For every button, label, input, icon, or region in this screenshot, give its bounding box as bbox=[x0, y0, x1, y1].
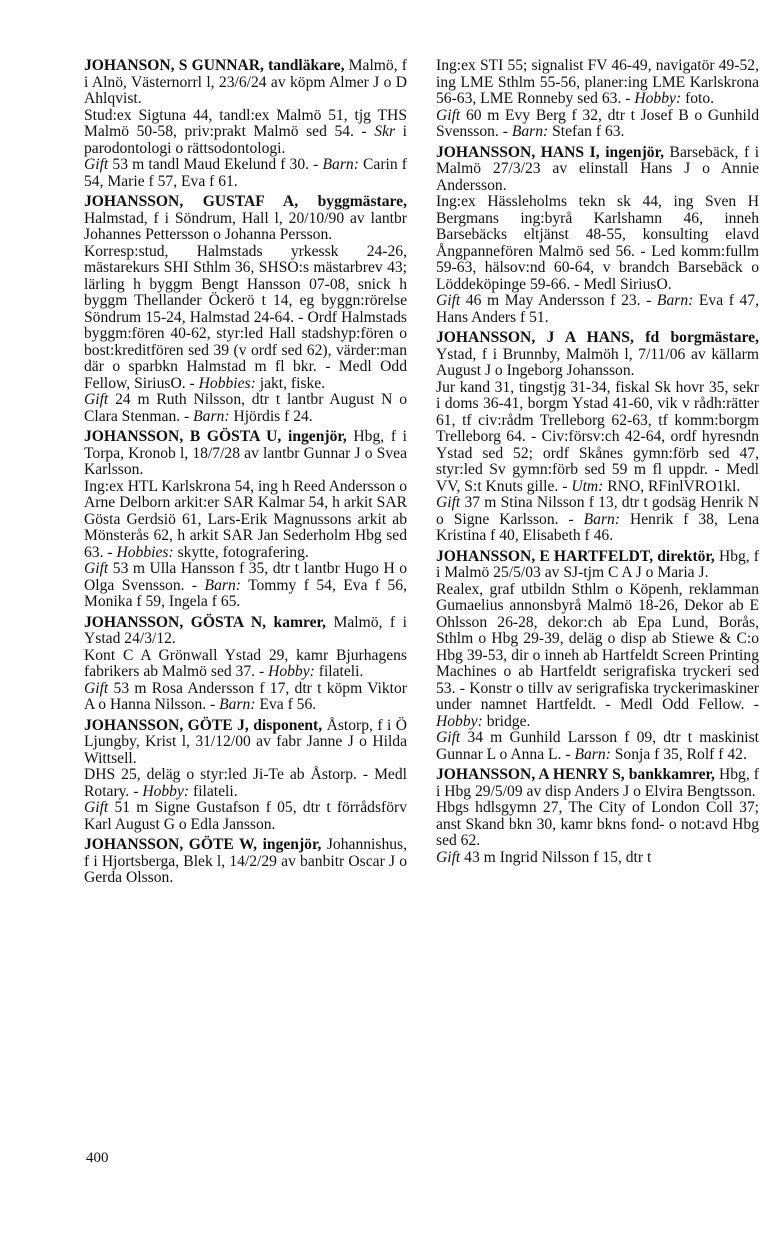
entry-paragraph bbox=[436, 293, 759, 326]
entry-text: Korresp:stud, Halmstads yrkessk 24-26, mästarekurs SHI Sthlm 36, SHSO:s mästarbrev 43; lärling h byggm Bengt Hansson 07-08, snick h byggm Thellander Öckerö t 14, eg byggn:rörelse Söndrum 15-24, Halmstad 24-64. - Ordf Halmstads byggm:fören 40-62, styr:led Hall stadshyp:fören o bost:kreditfören sed 39 (v ordf sed 62), värder:man där o sparbkn Halmstad m fl bkr. - Medl Odd Fellow, SiriusO. - bbox=[84, 242, 407, 392]
entry-text: Ing:ex STI 55; signalist FV 46-49, navigatör 49-52, ing LME Sthlm 55-56, planer:ing LME Karlskrona 56-63, LME Ronneby sed 63. - bbox=[436, 57, 759, 107]
entry-label: Gift bbox=[436, 292, 461, 309]
entry-text: Johannishus, f i Hjortsberga, Blek l, 14/2/29 av banbitr Oscar J o Gerda Olsson. bbox=[84, 836, 407, 886]
entry-text: 37 m Stina Nilsson f 13, dtr t godsäg Henrik N o Signe Karlsson. - bbox=[436, 494, 759, 528]
entry-text: Sonja f 35, Rolf f 42. bbox=[614, 745, 747, 763]
entry-label: Barn: bbox=[219, 696, 256, 713]
entry-label: Barn: bbox=[574, 745, 611, 763]
entry-text: Hbg, f i Hbg 29/5/09 av disp Anders J o Elvira Bengtsson. bbox=[436, 766, 759, 800]
entry-paragraph bbox=[436, 730, 759, 763]
entry-label: Gift bbox=[84, 391, 109, 408]
entry-label: Gift bbox=[84, 799, 109, 816]
entry-name: JOHANSON, S GUNNAR , bbox=[84, 57, 268, 74]
entry-paragraph bbox=[436, 800, 759, 850]
entry-text: Stud:ex Sigtuna 44, tandl:ex Malmö 51, tjg THS Malmö 50-58, priv:prakt Malmö sed 54. - bbox=[84, 106, 407, 140]
entry-text: Malmö, f i Alnö, Västernorrl l, 23/6/24 av köpm Almer J o D Ahlqvist. bbox=[84, 57, 407, 107]
entry-label: Barn: bbox=[583, 510, 621, 528]
entry-label: Gift bbox=[84, 156, 109, 173]
entry-text: Ing:ex HTL Karlskrona 54, ing h Reed Andersson o Arne Delborn arkit:er SAR Kalmar 54, h arkit SAR Gösta Gerdsiö 61, Lars-Erik Magnussons arkit ab Mönsterås 62, h arkit SAR Jan Sederholm Hbg sed 63. - bbox=[84, 477, 407, 561]
entry-label: Hobby: bbox=[634, 90, 682, 107]
entry-title: ingenjör , bbox=[605, 144, 669, 161]
biography-entry bbox=[84, 194, 407, 425]
entry-text: DHS 25, deläg o styr:led Ji-Te ab Åstorp. - Medl Rotary. - bbox=[84, 766, 407, 800]
entry-paragraph bbox=[84, 479, 407, 562]
entry-paragraph bbox=[436, 145, 759, 195]
entry-text: 51 m Signe Gustafson f 05, dtr t förrådsförv Karl August G o Edla Jansson. bbox=[84, 799, 407, 833]
entry-paragraph bbox=[436, 582, 759, 731]
entry-title: direktör , bbox=[657, 548, 719, 565]
entry-paragraph bbox=[436, 380, 759, 496]
entry-label: Barn: bbox=[656, 292, 694, 309]
entry-paragraph bbox=[436, 330, 759, 380]
entry-paragraph bbox=[436, 108, 759, 141]
entry-text: Barsebäck, f i Malmö 27/3/23 av elinstall Hans J o Annie Andersson. bbox=[436, 143, 760, 194]
entry-label: Barn: bbox=[511, 123, 549, 140]
entry-name: JOHANSSON, A HENRY S , bbox=[436, 766, 629, 783]
entry-text: 60 m Evy Berg f 32, dtr t Josef B o Gunhild Svensson. - bbox=[436, 106, 759, 140]
entry-text: 53 m Ulla Hansson f 35, dtr t lantbr Hugo H o Olga Svensson. - bbox=[84, 560, 407, 594]
entry-name: JOHANSSON, GÖTE W , bbox=[84, 836, 263, 853]
entry-text: Realex, graf utbildn Sthlm o Köpenh, reklamman Gumaelius annonsbyrå Malmö 18-26, Dekor ab E Ohlsson 26-28, dekor:ch ab Epa Lund, Borås, Sthlm o Hbg 29-39, deläg o disp ab Stiewe & C:o Hbg 39-53, dir o inneh ab Hartfeldt Screen Printing Machines o ab Hartfeldt serigrafiska tryckeri sed 53. - Konstr o tillv av serigrafiska tryckerimaskiner under namnet Hartfeldt. - Medl Odd Fellow. - bbox=[436, 580, 759, 713]
entry-paragraph bbox=[84, 800, 407, 833]
entry-label: Barn: bbox=[204, 576, 241, 594]
entry-text: filateli. bbox=[318, 663, 364, 680]
entry-paragraph bbox=[84, 648, 407, 681]
entry-text: Hjördis f 24. bbox=[233, 407, 313, 425]
entry-label: Gift bbox=[84, 560, 109, 577]
entry-name: JOHANSSON, GÖTE J , bbox=[84, 717, 253, 734]
entry-paragraph bbox=[84, 194, 407, 244]
biography-entry bbox=[84, 429, 407, 611]
entry-text: filateli. bbox=[193, 782, 238, 800]
entry-paragraph bbox=[436, 767, 759, 800]
entry-name: JOHANSSON, HANS I , bbox=[436, 144, 605, 161]
entry-text: foto. bbox=[685, 90, 715, 107]
entry-label: Gift bbox=[436, 848, 461, 866]
biography-entry bbox=[436, 145, 759, 327]
entry-title: ingenjör , bbox=[263, 836, 327, 853]
page-number: 400 bbox=[86, 1150, 109, 1166]
entry-text: Hbg, f i Torpa, Kronob l, 18/7/28 av lantbr Gunnar J o Svea Karlsson. bbox=[84, 428, 408, 478]
entry-title: bankkamrer , bbox=[629, 766, 719, 783]
entry-text: Eva f 47, Hans Anders f 51. bbox=[436, 292, 759, 326]
entry-text: RNO, RFinlVRO1kl. bbox=[607, 477, 741, 495]
entry-paragraph bbox=[84, 561, 407, 611]
biography-entry bbox=[436, 767, 759, 866]
entry-text: bridge. bbox=[486, 712, 531, 730]
entry-paragraph bbox=[436, 549, 759, 582]
entry-text: Ystad, f i Brunnby, Malmöh l, 7/11/06 av källarm August J o Ingeborg Johansson. bbox=[436, 345, 759, 379]
entry-label: Gift bbox=[84, 679, 109, 697]
entry-text: Ing:ex Hässleholms tekn sk 44, ing Sven H Bergmans ing:byrå Karlshamn 46, inneh Barsebäcks eltjänst 48-55, konsulting elavd Ångpannefören Malmö sed 56. - Led komm:fullm 59-63, hälsov:nd 60-64, v brandch Barsebäck o Löddeköpinge 59-66. - Medl SiriusO. bbox=[436, 193, 759, 293]
entry-paragraph bbox=[84, 58, 407, 108]
entry-text: 24 m Ruth Nilsson, dtr t lantbr August N o Clara Stenman. - bbox=[84, 391, 407, 425]
entry-text: i parodontologi o rättsodontologi. bbox=[84, 123, 407, 157]
entry-paragraph bbox=[84, 108, 407, 158]
entry-label: Gift bbox=[436, 494, 461, 511]
entry-text: Hbgs hdlsgymn 27, The City of London Coll 37; anst Skand bkn 30, kamr bkns fond- o not:avd Hbg sed 62. bbox=[436, 799, 759, 849]
entry-label: Utm: bbox=[571, 477, 604, 495]
entry-name: JOHANSSON, GÖSTA N , bbox=[84, 614, 274, 631]
entry-label: Barn: bbox=[322, 156, 359, 173]
entry-title: fd borgmästare , bbox=[645, 329, 759, 346]
entry-label: Hobby: bbox=[436, 712, 483, 730]
entry-paragraph bbox=[84, 157, 407, 190]
entry-label: Barn: bbox=[193, 407, 230, 425]
left-column bbox=[84, 58, 407, 891]
biography-entry bbox=[84, 718, 407, 834]
entry-text: 34 m Gunhild Larsson f 09, dtr t maskinist Gunnar L o Anna L. - bbox=[436, 729, 759, 763]
entry-text: 53 m Rosa Andersson f 17, dtr t köpm Viktor A o Hanna Nilsson. - bbox=[84, 679, 407, 713]
entry-label: Gift bbox=[436, 106, 461, 124]
entry-name: JOHANSSON, E HARTFELDT , bbox=[436, 548, 657, 565]
entry-paragraph bbox=[84, 767, 407, 800]
entry-title: disponent , bbox=[253, 717, 326, 734]
entry-text: skytte, fotografering. bbox=[177, 543, 309, 561]
entry-paragraph bbox=[436, 58, 759, 108]
entry-paragraph bbox=[84, 429, 407, 479]
entry-text: Kont C A Grönwall Ystad 29, kamr Bjurhagens fabrikers ab Malmö sed 37. - bbox=[84, 646, 407, 680]
biography-entry bbox=[84, 58, 407, 190]
entry-text: Jur kand 31, tingstjg 31-34, fiskal Sk hovr 35, sekr i doms 36-41, borgm Ystad 41-60, vik v rådh:rätter 61, tf civ:rådm Trelleborg 62-63, tf komm:borgm Trelleborg 64. - Civ:försv:ch 42-64, ordf hyresndn Ystad sed 52; ordf Skånes gymn:förb sed 47, styr:led Sv gymn:förb sed 59 m fl uppdr. - Medl VV, S:t Knuts gille. - bbox=[436, 378, 759, 495]
entry-paragraph bbox=[84, 392, 407, 425]
entry-text: jakt, fiske. bbox=[259, 374, 326, 392]
entry-text: Hbg, f i Malmö 25/5/03 av SJ-tjm C A J o Maria J. bbox=[436, 547, 759, 581]
entry-label: Hobbies: bbox=[198, 374, 256, 392]
entry-paragraph bbox=[84, 615, 407, 648]
entry-label: Skr bbox=[374, 123, 396, 140]
biography-entry bbox=[436, 549, 759, 764]
entry-title: kamrer , bbox=[274, 614, 334, 631]
entry-paragraph bbox=[436, 194, 759, 293]
biography-entry bbox=[84, 615, 407, 714]
entry-name: JOHANSSON, B GÖSTA U , bbox=[84, 428, 288, 445]
entry-text: 43 m Ingrid Nilsson f 15, dtr t bbox=[464, 848, 652, 866]
entry-name: JOHANSSON, J A HANS , bbox=[436, 329, 645, 346]
entry-label: Hobby: bbox=[268, 663, 315, 680]
entry-label: Hobbies: bbox=[116, 543, 174, 561]
entry-text: 53 m tandl Maud Ekelund f 30. - bbox=[112, 156, 319, 173]
entry-label: Hobby: bbox=[142, 782, 190, 800]
entry-text: Tommy f 54, Eva f 56, Monika f 59, Ingela f 65. bbox=[84, 576, 407, 610]
entry-paragraph bbox=[84, 718, 407, 768]
entry-paragraph bbox=[84, 244, 407, 393]
entry-text: Malmö, f i Ystad 24/3/12. bbox=[84, 613, 407, 647]
entry-text: 46 m May Andersson f 23. - bbox=[465, 292, 652, 309]
entry-paragraph bbox=[84, 681, 407, 714]
entry-text: Halmstad, f i Söndrum, Hall l, 20/10/90 av lantbr Johannes Pettersson o Johanna Persson. bbox=[84, 209, 407, 243]
entry-title: tandläkare , bbox=[268, 57, 349, 74]
entry-paragraph bbox=[436, 495, 759, 545]
entry-paragraph bbox=[84, 837, 407, 887]
entry-text: Henrik f 38, Lena Kristina f 40, Elisabeth f 46. bbox=[436, 510, 759, 544]
biography-entry bbox=[84, 837, 407, 887]
entry-paragraph bbox=[436, 850, 759, 867]
entry-text: Stefan f 63. bbox=[552, 123, 625, 140]
entry-title: byggmästare , bbox=[318, 193, 407, 210]
entry-title: ingenjör , bbox=[288, 428, 353, 445]
right-column bbox=[436, 58, 759, 870]
biography-entry bbox=[436, 58, 759, 141]
entry-name: JOHANSSON, GUSTAF A , bbox=[84, 193, 318, 210]
entry-text: Eva f 56. bbox=[259, 696, 317, 713]
entry-label: Gift bbox=[436, 729, 461, 746]
entry-text: Carin f 54, Marie f 57, Eva f 61. bbox=[84, 156, 407, 190]
biography-entry bbox=[436, 330, 759, 545]
entry-text: Åstorp, f i Ö Ljungby, Krist l, 31/12/00 av fabr Janne J o Hilda Wittsell. bbox=[84, 716, 407, 767]
